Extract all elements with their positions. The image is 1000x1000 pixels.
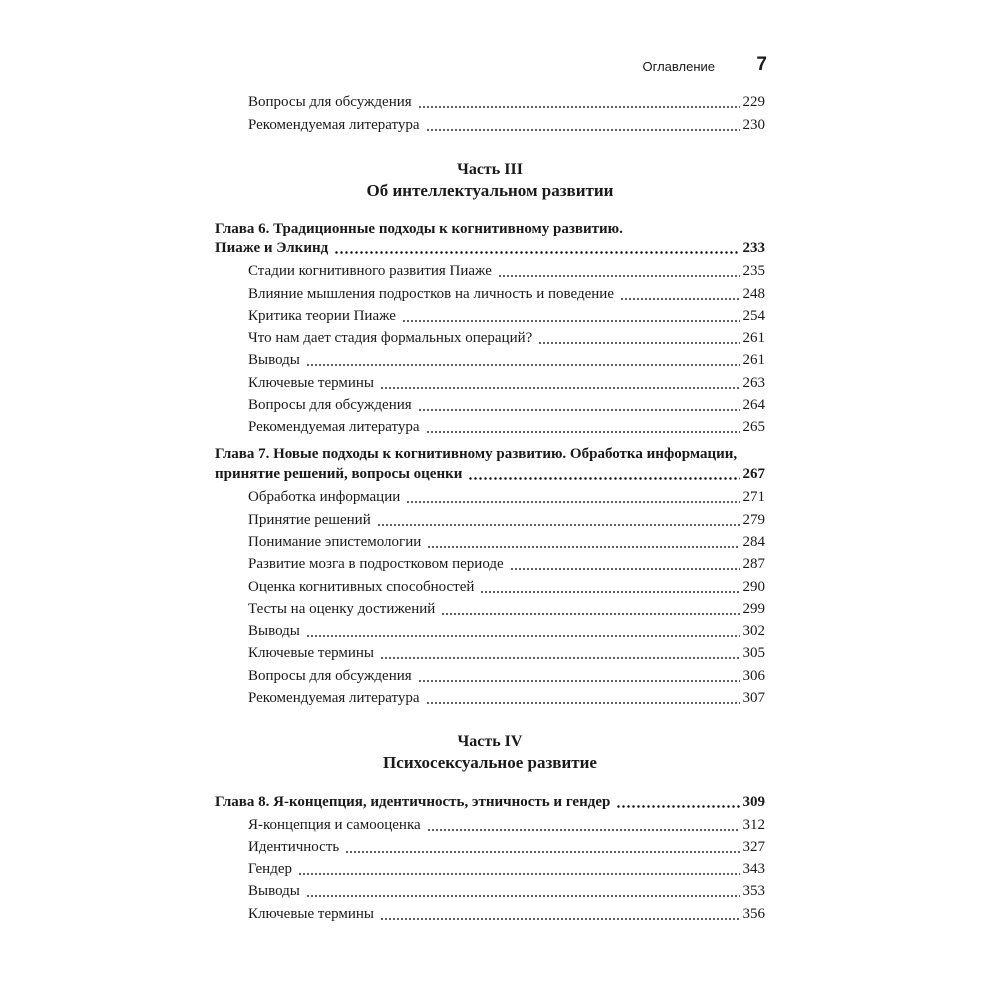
dot-leader <box>418 106 740 108</box>
dot-leader <box>345 851 739 853</box>
entry-page: 271 <box>742 489 765 505</box>
toc-entry[interactable] <box>248 621 765 641</box>
entry-page: 356 <box>742 906 765 922</box>
part-title: Психосексуальное развитие <box>383 753 597 772</box>
entry-title: Выводы <box>248 623 300 639</box>
entry-title: Понимание эпистемологии <box>248 534 422 550</box>
toc-entry[interactable] <box>248 487 765 507</box>
toc-entry[interactable] <box>248 554 765 574</box>
entry-title: Я-концепция и самооценка <box>248 817 421 833</box>
dot-leader <box>306 364 740 366</box>
dot-leader <box>426 702 740 704</box>
entry-page: 230 <box>742 117 765 133</box>
entry-page: 307 <box>742 690 765 706</box>
entry-page: 343 <box>742 861 765 877</box>
chapter-title[interactable]: Глава 6. Традиционные подходы к когнитивному развитию. <box>215 221 623 237</box>
dot-leader <box>441 613 739 615</box>
entry-title: Гендер <box>248 861 293 877</box>
toc-entry[interactable] <box>248 688 765 708</box>
entry-title: Вопросы для обсуждения <box>248 94 412 110</box>
toc-entry[interactable] <box>248 373 765 393</box>
entry-page: 248 <box>742 286 765 302</box>
entry-page: 254 <box>742 308 765 324</box>
toc-entry[interactable] <box>248 92 765 112</box>
entry-page: 229 <box>742 94 765 110</box>
chapter-title: Глава 8. Я-концепция, идентичность, этничность и гендер <box>215 794 611 810</box>
toc-entry[interactable] <box>248 395 765 415</box>
toc-entry[interactable] <box>248 261 765 281</box>
page-number: 7 <box>756 54 767 75</box>
entry-page: 306 <box>742 668 765 684</box>
toc-entry[interactable] <box>248 881 765 901</box>
toc-entry[interactable] <box>248 577 765 597</box>
toc-entry[interactable] <box>248 284 765 304</box>
dot-leader <box>616 805 739 808</box>
entry-page: 302 <box>742 623 765 639</box>
chapter-page: 233 <box>742 240 765 256</box>
part-label: Часть IV <box>457 733 523 750</box>
chapter-entry[interactable] <box>215 464 765 484</box>
entry-page: 312 <box>742 817 765 833</box>
dot-leader <box>377 524 740 526</box>
dot-leader <box>298 873 739 875</box>
entry-title: Стадии когнитивного развития Пиаже <box>248 263 492 279</box>
dot-leader <box>334 251 739 254</box>
entry-title: Вопросы для обсуждения <box>248 668 412 684</box>
dot-leader <box>620 298 740 300</box>
entry-page: 261 <box>742 352 765 368</box>
entry-title: Вопросы для обсуждения <box>248 397 412 413</box>
toc-entry[interactable] <box>248 815 765 835</box>
dot-leader <box>380 387 739 389</box>
entry-title: Ключевые термины <box>248 906 375 922</box>
entry-title: Ключевые термины <box>248 645 375 661</box>
dot-leader <box>498 275 740 277</box>
entry-page: 327 <box>742 839 765 855</box>
dot-leader <box>406 501 739 503</box>
dot-leader <box>480 591 739 593</box>
entry-title: Развитие мозга в подростковом периоде <box>248 556 504 572</box>
entry-page: 353 <box>742 883 765 899</box>
toc-entry[interactable] <box>248 417 765 437</box>
entry-title: Обработка информации <box>248 489 401 505</box>
entry-title: Рекомендуемая литература <box>248 117 420 133</box>
entry-page: 284 <box>742 534 765 550</box>
entry-title: Выводы <box>248 352 300 368</box>
entry-page: 287 <box>742 556 765 572</box>
entry-title: Рекомендуемая литература <box>248 690 420 706</box>
toc-entry[interactable] <box>248 837 765 857</box>
entry-page: 299 <box>742 601 765 617</box>
toc-entry[interactable] <box>248 328 765 348</box>
toc-entry[interactable] <box>248 350 765 370</box>
chapter-entry[interactable] <box>215 238 765 258</box>
entry-title: Критика теории Пиаже <box>248 308 396 324</box>
chapter-page: 267 <box>742 466 765 482</box>
dot-leader <box>306 635 740 637</box>
dot-leader <box>402 320 740 322</box>
entry-title: Идентичность <box>248 839 340 855</box>
entry-page: 263 <box>742 375 765 391</box>
dot-leader <box>418 680 740 682</box>
entry-title: Принятие решений <box>248 512 371 528</box>
entry-page: 261 <box>742 330 765 346</box>
entry-page: 265 <box>742 419 765 435</box>
dot-leader <box>426 129 740 131</box>
toc-entry[interactable] <box>248 532 765 552</box>
entry-page: 235 <box>742 263 765 279</box>
toc-entry[interactable] <box>248 510 765 530</box>
toc-entry[interactable] <box>248 904 765 924</box>
entry-title: Рекомендуемая литература <box>248 419 420 435</box>
entry-page: 305 <box>742 645 765 661</box>
toc-entry[interactable] <box>248 115 765 135</box>
chapter-title-cont: принятие решений, вопросы оценки <box>215 466 463 482</box>
chapter-entry[interactable] <box>215 792 765 812</box>
entry-title: Выводы <box>248 883 300 899</box>
dot-leader <box>426 431 740 433</box>
entry-title: Оценка когнитивных способностей <box>248 579 475 595</box>
dot-leader <box>306 895 740 897</box>
toc-entry[interactable] <box>248 666 765 686</box>
part-title: Об интеллектуальном развитии <box>366 181 614 200</box>
dot-leader <box>468 477 739 480</box>
entry-page: 290 <box>742 579 765 595</box>
chapter-page: 309 <box>742 794 765 810</box>
chapter-title[interactable]: Глава 7. Новые подходы к когнитивному развитию. Обработка информации, <box>215 446 738 462</box>
dot-leader <box>427 546 739 548</box>
entry-page: 264 <box>742 397 765 413</box>
toc-entry[interactable] <box>248 859 765 879</box>
entry-title: Что нам дает стадия формальных операций? <box>248 330 533 346</box>
dot-leader <box>380 657 739 659</box>
entry-title: Ключевые термины <box>248 375 375 391</box>
entry-page: 279 <box>742 512 765 528</box>
part-label: Часть III <box>457 161 523 178</box>
dot-leader <box>380 918 739 920</box>
dot-leader <box>427 829 740 831</box>
toc-entry[interactable] <box>248 599 765 619</box>
chapter-title-cont: Пиаже и Элкинд <box>215 240 329 256</box>
entry-title: Влияние мышления подростков на личность и поведение <box>248 286 614 302</box>
dot-leader <box>538 342 739 344</box>
toc-entry[interactable] <box>248 643 765 663</box>
running-title: Оглавление <box>642 59 715 74</box>
dot-leader <box>418 409 740 411</box>
toc-entry[interactable] <box>248 306 765 326</box>
entry-title: Тесты на оценку достижений <box>248 601 436 617</box>
dot-leader <box>510 568 740 570</box>
